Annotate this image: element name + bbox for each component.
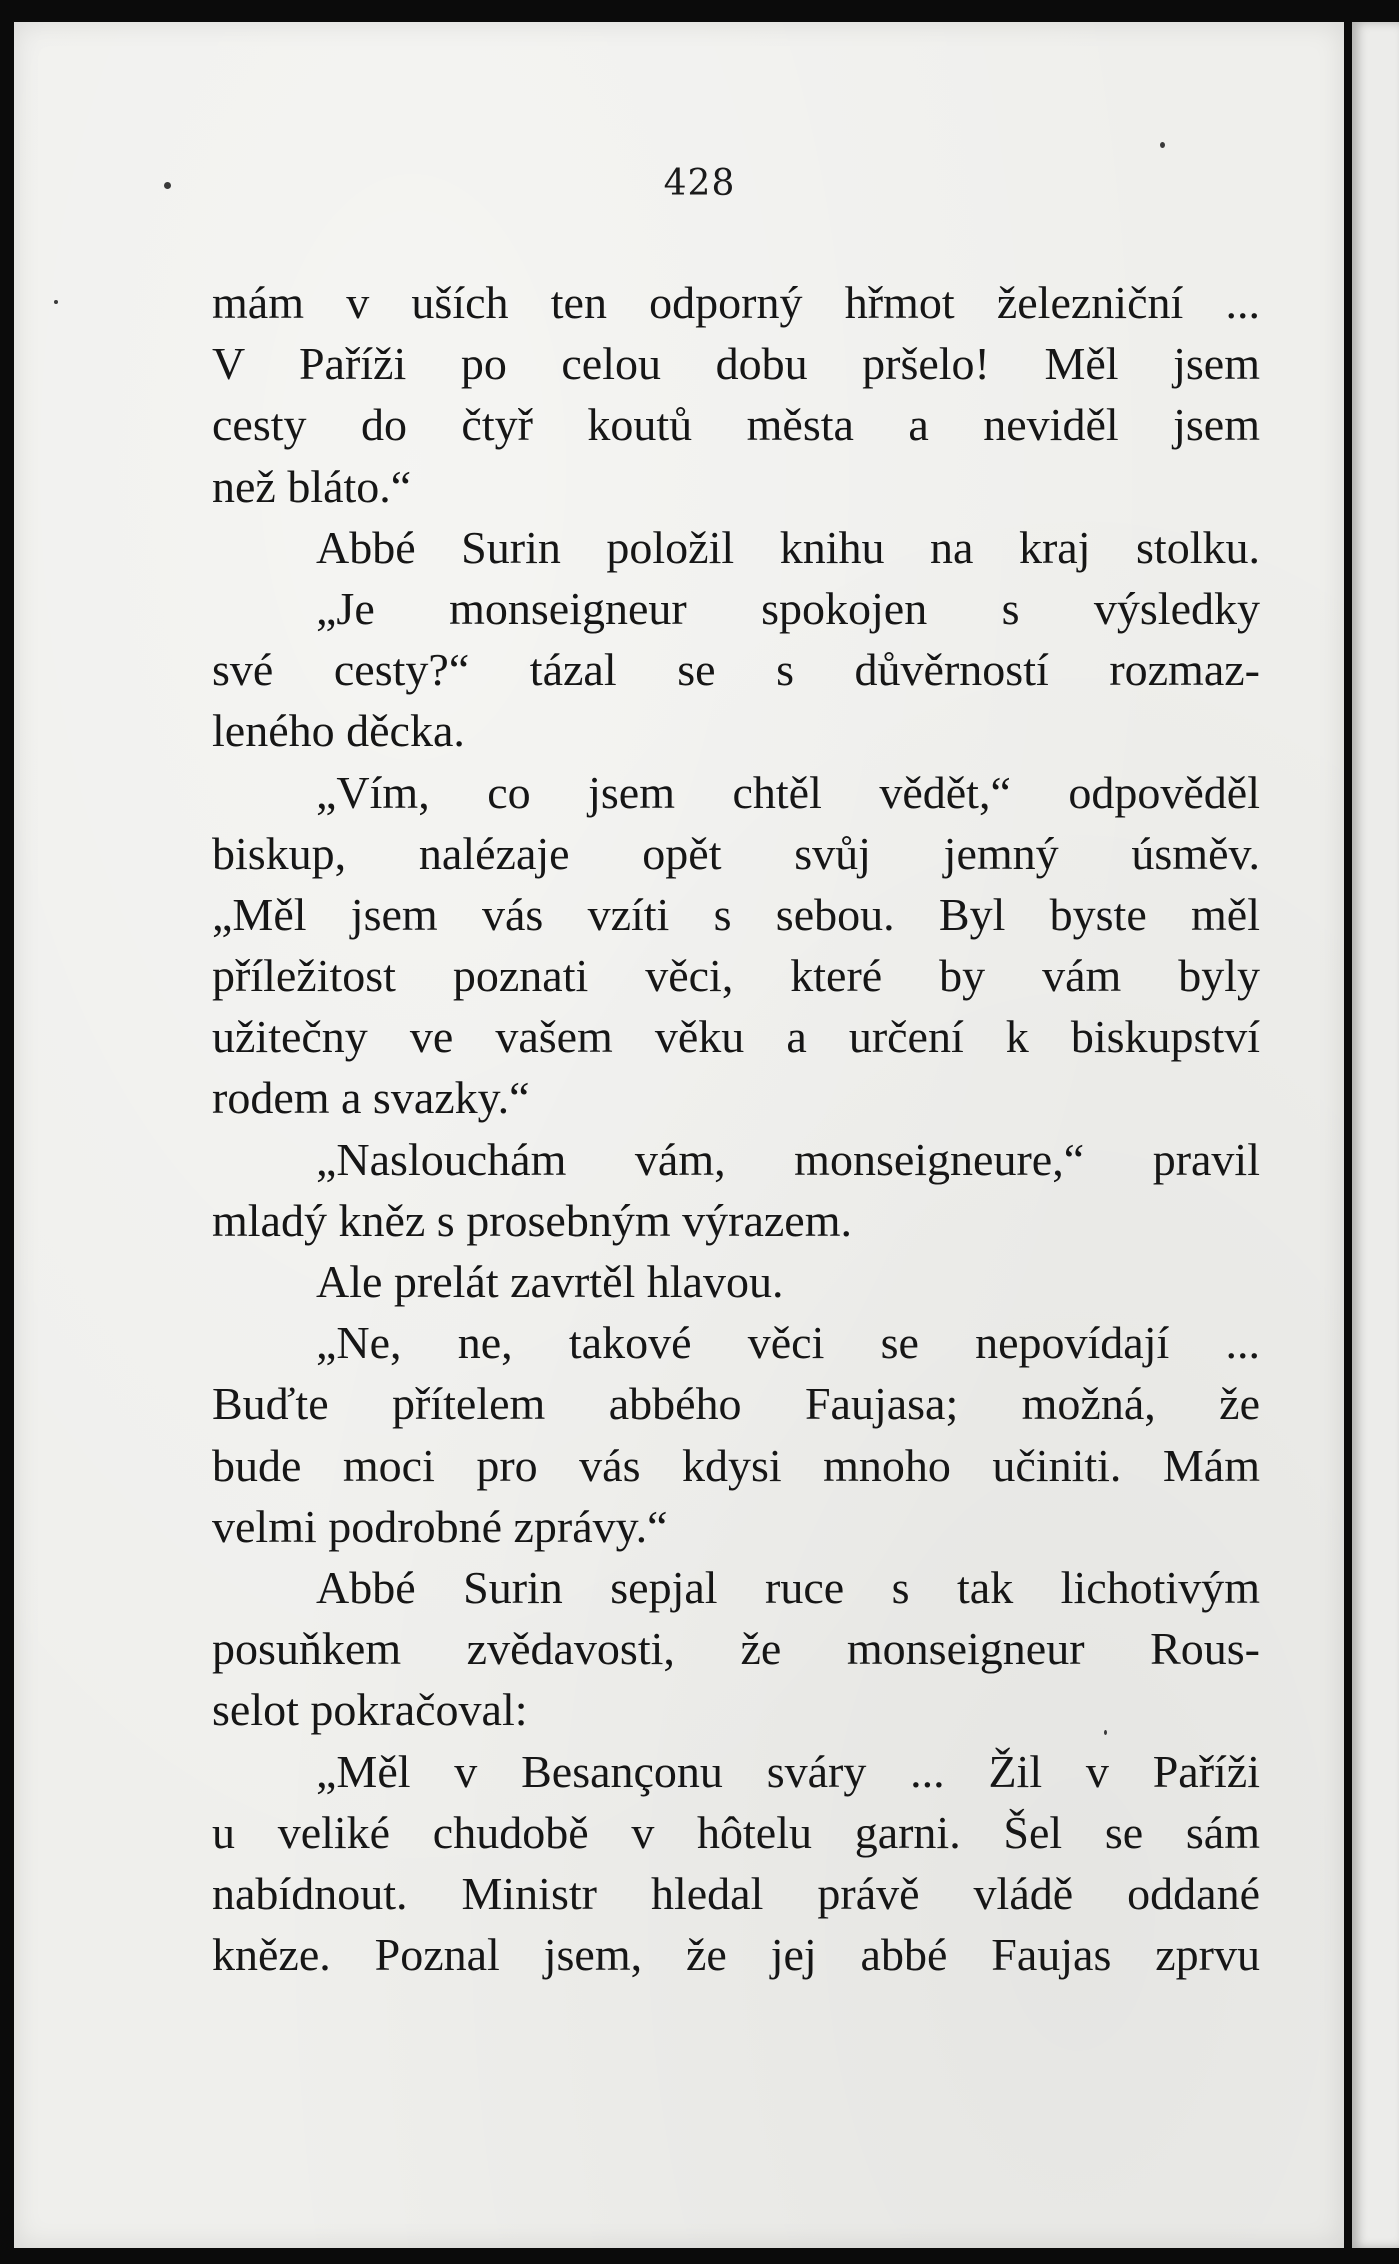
dust-speck	[1160, 142, 1165, 148]
text-line: biskup, nalézaje opět svůj jemný úsměv.	[212, 827, 1260, 879]
text-line: velmi podrobné zprávy.“	[212, 1500, 668, 1552]
text-line: mám v uších ten odporný hřmot železniční ...	[212, 277, 1260, 328]
body-text	[212, 272, 1260, 1985]
text-line: než bláto.“	[212, 460, 412, 512]
text-line: Buďte přítelem abbého Faujasa; možná, že	[212, 1378, 1260, 1430]
text-line: u veliké chudobě v hôtelu garni. Šel se sám	[212, 1806, 1260, 1858]
text-line: „Ne, ne, takové věci se nepovídají ...	[316, 1317, 1260, 1369]
text-line: „Vím, co jsem chtěl vědět,“ odpověděl	[316, 766, 1260, 818]
text-line: bude moci pro vás kdysi mnoho učiniti. Mám	[212, 1439, 1260, 1491]
text-line: své cesty?“ tázal se s důvěrností rozmaz-	[212, 644, 1260, 696]
text-line: cesty do čtyř koutů města a neviděl jsem	[212, 399, 1260, 451]
text-line: leného děcka.	[212, 705, 465, 757]
text-line: „Měl jsem vás vzíti s sebou. Byl byste měl	[212, 888, 1260, 940]
text-line: „Naslouchám vám, monseigneure,“ pravil	[316, 1133, 1260, 1185]
text-line: rodem a svazky.“	[212, 1072, 530, 1124]
text-line: Abbé Surin položil knihu na kraj stolku.	[316, 521, 1260, 573]
text-line: užitečny ve vašem věku a určení k biskupství	[212, 1011, 1260, 1063]
text-line: selot pokračoval:	[212, 1684, 528, 1736]
text-line: Ale prelát zavrtěl hlavou.	[316, 1256, 784, 1307]
text-line: V Paříži po celou dobu pršelo! Měl jsem	[212, 338, 1260, 390]
text-line: „Měl v Besançonu sváry ... Žil v Paříži	[316, 1745, 1260, 1797]
text-line: posuňkem zvědavosti, že monseigneur Rous-	[212, 1623, 1260, 1675]
text-line: příležitost poznati věci, které by vám byly	[212, 950, 1260, 1002]
text-line: „Je monseigneur spokojen s výsledky	[316, 582, 1260, 634]
text-line: nabídnout. Ministr hledal právě vládě oddané	[212, 1867, 1260, 1919]
text-line: Abbé Surin sepjal ruce s tak lichotivým	[316, 1561, 1260, 1613]
dust-speck	[54, 300, 58, 304]
text-line: kněze. Poznal jsem, že jej abbé Faujas zprvu	[212, 1929, 1260, 1981]
text-line: mladý kněz s prosebným výrazem.	[212, 1194, 852, 1246]
page-number: 428	[663, 163, 736, 204]
next-page-edge	[1352, 22, 1399, 2248]
